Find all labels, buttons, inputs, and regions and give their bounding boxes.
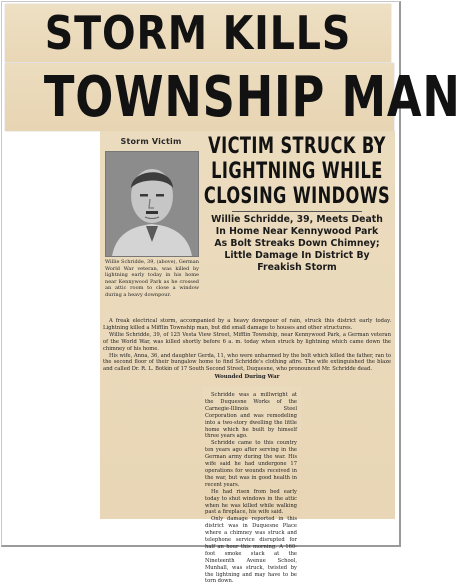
story-subhead: Wounded During War: [214, 374, 280, 381]
photo-column: [103, 133, 199, 305]
deck-line-1: VICTIM STRUCK BY: [208, 134, 386, 159]
subdeck: Willie Schridde, 39, Meets Death In Home Near Kennywood Park As Bolt Streaks Down Chimney; Little Damage In District By Freakish Storm: [211, 214, 383, 273]
deck-line-3: CLOSING WINDOWS: [203, 184, 391, 209]
headline-line-2: TOWNSHIP MAN: [43, 65, 461, 130]
story-body: [103, 318, 391, 382]
story-paragraph: He had risen from bed early today to shut windows in the attic when he was killed while walking past a fireplace, his wife said.: [205, 488, 297, 516]
portrait-photo: [105, 151, 199, 257]
deck-line-2: LIGHTNING WHILE: [211, 159, 383, 184]
story-continuation: [205, 392, 297, 585]
photo-label: Storm Victim: [120, 137, 182, 146]
story-paragraph: Only damage reported in this district was in Duquesne Place where a chimney was struck and telephone service disrupted for half an hour this morning. A 160-foot smoke stack at the Nineteenth Avenue School, Munhall, was struck, twisted by the lightning and may have to be torn down.: [205, 516, 297, 585]
portrait-image: [106, 152, 198, 256]
photo-caption: Willie Schridde, 39, (above), German World War veteran, was killed by lightning early today in his home near Kennywood Park as he crossed an attic room to close a window during a heavy downpour.: [105, 259, 199, 298]
story-paragraph: His wife, Anna, 36, and daughter Gerda, 11, who were unharmed by the bolt which killed the father, ran to the second floor of their bungalow home to find Schridde's clothing afire. The wife extinguished the blaze and called Dr. R. L. Botkin of 17 South Second Street, Duquesne, who pronounced Mr. Schridde dead.: [103, 352, 391, 373]
headline-strip-1: [5, 4, 391, 62]
deck-column: [202, 134, 392, 274]
headline-strip-2: [5, 63, 461, 131]
story-paragraph: Willie Schridde, 39, of 125 Vesta View Street, Mifflin Township, near Kennywood Park, a German veteran of the World War, was killed shortly before 6 a. m. today when struck by lightning which came down the chimney of his home.: [103, 331, 391, 352]
deck-headline: [203, 134, 392, 209]
story-paragraph: Schridde came to this country ten years ago after serving in the German army during the war. His wife said he had undergone 17 operations for wounds received in the war, but was in good health in recent years.: [205, 440, 297, 488]
deck-divider: [232, 211, 362, 212]
story-paragraph: Schridde was a millwright at the Duquesne Works of the Carnegie-Illinois Steel Corporation and was remodeling into a two-story dwelling the little home which he built by himself three years ago.: [205, 392, 297, 440]
story-paragraph: A freak electrical storm, accompanied by a heavy downpour of rain, struck this district early today. Lightning killed a Mifflin Township man, but did small damage to houses and other structures.: [103, 318, 391, 331]
headline-line-1: STORM KILLS: [44, 6, 352, 60]
